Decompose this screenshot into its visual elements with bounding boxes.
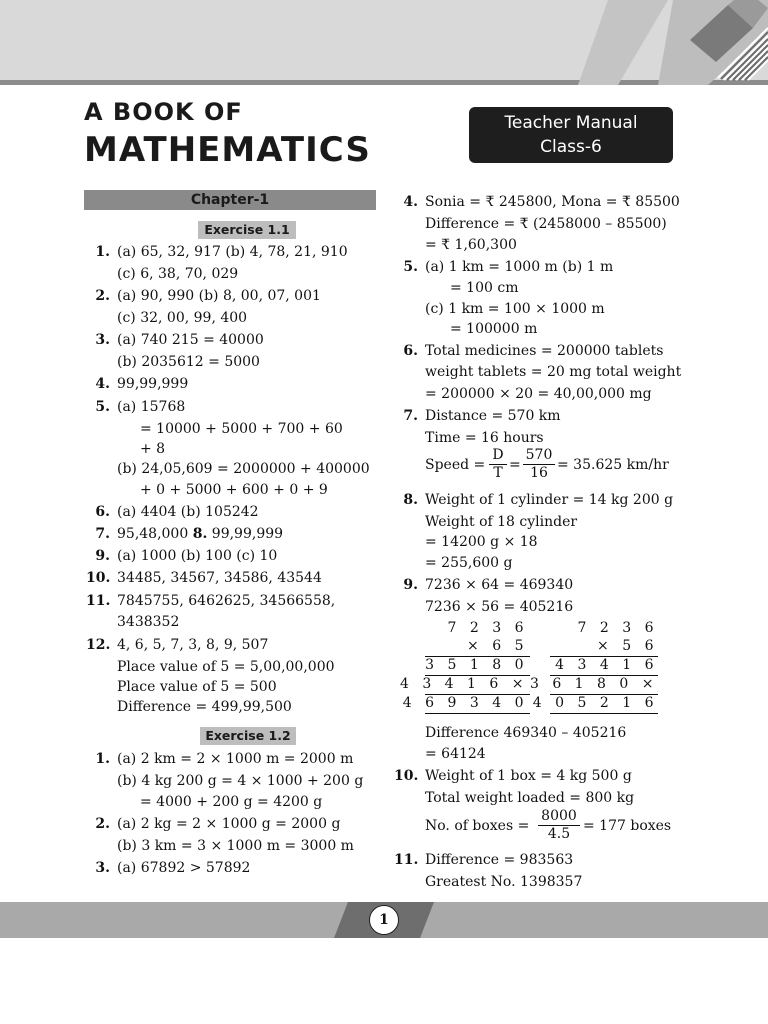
book-title-line2: MATHEMATICS xyxy=(84,130,371,170)
answer-line: (c) 6, 38, 70, 029 xyxy=(117,266,239,282)
calc-a-row: 7 2 3 6 xyxy=(447,620,528,636)
denominator: 4.5 xyxy=(538,825,580,843)
answer-line: (a) 65, 32, 917 (b) 4, 78, 21, 910 xyxy=(117,244,348,260)
answer-line: Total medicines = 200000 tablets xyxy=(425,343,664,359)
q-number: 11. xyxy=(86,593,111,609)
q-number: 8. xyxy=(403,492,418,508)
calc-b-row: 4 3 4 1 6 xyxy=(555,657,658,673)
denominator: 16 xyxy=(523,464,555,482)
calc-b-row: × 5 6 xyxy=(597,638,658,654)
answer-line: (c) 1 km = 100 × 1000 m xyxy=(425,301,605,317)
q-number: 11. xyxy=(394,852,419,868)
answer-line: = 200000 × 20 = 40,00,000 mg xyxy=(425,386,652,402)
badge-line2: Class-6 xyxy=(540,137,602,157)
answer-line: (b) 24,05,609 = 2000000 + 400000 xyxy=(117,461,370,477)
q-number: 3. xyxy=(95,860,110,876)
calc-b-rule xyxy=(550,713,658,714)
answer-line: Speed = xyxy=(425,457,486,473)
fraction-8000-over-4-5 xyxy=(538,808,580,843)
answer-line: 7845755, 6462625, 34566558, xyxy=(117,593,336,609)
book-title-line1: A BOOK OF xyxy=(84,98,243,126)
calc-b-row: 3 6 1 8 0 × xyxy=(529,676,658,692)
answer-line: + 0 + 5000 + 600 + 0 + 9 xyxy=(140,482,328,498)
q-number: 3. xyxy=(95,332,110,348)
q-number: 5. xyxy=(403,259,418,275)
answer-line: 34485, 34567, 34586, 43544 xyxy=(117,570,322,586)
q-number: 9. xyxy=(403,577,418,593)
q-number: 5. xyxy=(95,399,110,415)
numerator: 570 xyxy=(525,447,553,463)
q-number: 6. xyxy=(403,343,418,359)
answer-line: (a) 2 kg = 2 × 1000 g = 2000 g xyxy=(117,816,341,832)
corner-decoration xyxy=(578,0,768,85)
q-number: 1. xyxy=(95,751,110,767)
q-number: 8. xyxy=(192,526,208,542)
answer-line: Difference = 983563 xyxy=(425,852,574,868)
answer-line: Difference = ₹ (2458000 – 85500) xyxy=(425,216,667,232)
fraction-d-over-t xyxy=(489,447,507,482)
answer-line: (a) 67892 > 57892 xyxy=(117,860,251,876)
answer-line: 7236 × 56 = 405216 xyxy=(425,599,574,615)
q-number: 10. xyxy=(86,570,111,586)
q-number: 7. xyxy=(403,408,418,424)
answer-line: Sonia = ₹ 245800, Mona = ₹ 85500 xyxy=(425,194,680,210)
answer-line: = 100000 m xyxy=(450,321,538,337)
answer-line: = 10000 + 5000 + 700 + 60 xyxy=(140,421,343,437)
fraction-570-over-16 xyxy=(523,447,555,482)
calc-a-row: 3 5 1 8 0 xyxy=(425,657,528,673)
answer-line: (a) 740 215 = 40000 xyxy=(117,332,264,348)
answer-line: = 14200 g × 18 xyxy=(425,534,538,550)
answer-line: = 177 boxes xyxy=(583,818,672,834)
answer-line: No. of boxes = xyxy=(425,818,530,834)
answer-text: 99,99,999 xyxy=(211,526,284,542)
q-number: 6. xyxy=(95,504,110,520)
answer-line: = 255,600 g xyxy=(425,555,513,571)
calc-a-row: × 6 5 xyxy=(467,638,528,654)
q-number: 2. xyxy=(95,288,110,304)
answer-line: = ₹ 1,60,300 xyxy=(425,237,517,253)
q-number: 10. xyxy=(394,768,419,784)
answer-line: = 35.625 km/hr xyxy=(557,457,669,473)
q-number: 12. xyxy=(86,637,111,653)
answer-line: 3438352 xyxy=(117,614,180,630)
numerator: D xyxy=(492,447,504,463)
answer-line: 99,99,999 xyxy=(117,376,189,392)
calc-a-rule xyxy=(425,713,530,714)
q-number: 1. xyxy=(95,244,110,260)
answer-line: weight tablets = 20 mg total weight xyxy=(425,364,682,380)
answer-line: (a) 1 km = 1000 m (b) 1 m xyxy=(425,259,614,275)
answer-line: Distance = 570 km xyxy=(425,408,561,424)
answer-line: Place value of 5 = 500 xyxy=(117,679,277,695)
answer-line xyxy=(117,525,283,543)
calc-b-row: 4 0 5 2 1 6 xyxy=(532,695,658,711)
q-number: 2. xyxy=(95,816,110,832)
answer-line: Difference = 499,99,500 xyxy=(117,699,292,715)
answer-line: (a) 4404 (b) 105242 xyxy=(117,504,259,520)
numerator: 8000 xyxy=(541,808,577,824)
q-number: 9. xyxy=(95,548,110,564)
answer-line: Weight of 1 box = 4 kg 500 g xyxy=(425,768,632,784)
answer-text: 95,48,000 xyxy=(117,526,189,542)
answer-line: 7236 × 64 = 469340 xyxy=(425,577,574,593)
calc-a-row: 4 3 4 1 6 × xyxy=(399,676,528,692)
answer-line: (b) 4 kg 200 g = 4 × 1000 + 200 g xyxy=(117,773,364,789)
exercise-1-1-heading: Exercise 1.1 xyxy=(198,221,296,239)
q-number: 4. xyxy=(95,376,110,392)
denominator: T xyxy=(489,464,507,482)
answer-line: Place value of 5 = 5,00,00,000 xyxy=(117,659,335,675)
answer-line: = 64124 xyxy=(425,746,486,762)
calc-a-row: 4 6 9 3 4 0 xyxy=(402,695,528,711)
page-number: 1 xyxy=(369,905,399,935)
chapter-heading: Chapter-1 xyxy=(84,190,376,210)
answer-line: = 4000 + 200 g = 4200 g xyxy=(140,794,323,810)
equals: = xyxy=(509,457,521,473)
q-number: 4. xyxy=(403,194,418,210)
answer-line: Difference 469340 – 405216 xyxy=(425,725,627,741)
answer-line: (c) 32, 00, 99, 400 xyxy=(117,310,248,326)
exercise-1-2-heading: Exercise 1.2 xyxy=(200,727,296,745)
calc-b-row: 7 2 3 6 xyxy=(577,620,658,636)
answer-line: Weight of 18 cylinder xyxy=(425,514,578,530)
answer-line: Total weight loaded = 800 kg xyxy=(425,790,635,806)
answer-line: (a) 2 km = 2 × 1000 m = 2000 m xyxy=(117,751,354,767)
q-number: 7. xyxy=(95,526,110,542)
answer-line: Weight of 1 cylinder = 14 kg 200 g xyxy=(425,492,674,508)
answer-line: Greatest No. 1398357 xyxy=(425,874,583,890)
answer-line: (b) 3 km = 3 × 1000 m = 3000 m xyxy=(117,838,354,854)
answer-line: + 8 xyxy=(140,441,166,457)
teacher-manual-badge xyxy=(469,107,673,163)
answer-line: (a) 15768 xyxy=(117,399,186,415)
answer-line: (b) 2035612 = 5000 xyxy=(117,354,260,370)
answer-line: (a) 1000 (b) 100 (c) 10 xyxy=(117,548,278,564)
answer-line: = 100 cm xyxy=(450,280,519,296)
answer-line: Time = 16 hours xyxy=(425,430,544,446)
answer-line: 4, 6, 5, 7, 3, 8, 9, 507 xyxy=(117,637,269,653)
answer-line: (a) 90, 990 (b) 8, 00, 07, 001 xyxy=(117,288,321,304)
badge-line1: Teacher Manual xyxy=(504,113,638,133)
